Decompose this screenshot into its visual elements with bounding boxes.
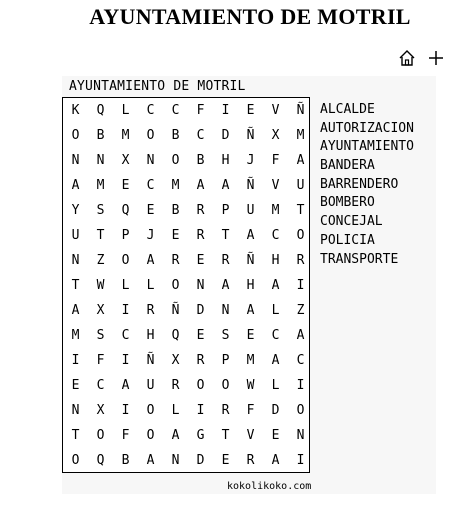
grid-cell[interactable]: E: [246, 103, 255, 118]
grid-cell[interactable]: H: [246, 278, 255, 293]
grid-cell[interactable]: A: [296, 328, 305, 343]
grid-cell[interactable]: O: [196, 378, 205, 393]
grid-cell[interactable]: D: [196, 303, 205, 318]
grid-cell[interactable]: N: [171, 453, 180, 468]
grid-cell[interactable]: A: [221, 178, 230, 193]
grid-cell[interactable]: R: [221, 403, 230, 418]
grid-cell[interactable]: R: [146, 303, 155, 318]
grid-cell[interactable]: R: [171, 378, 180, 393]
grid-cell[interactable]: E: [146, 203, 155, 218]
grid-cell[interactable]: T: [96, 228, 105, 243]
puzzle-title: AYUNTAMIENTO DE MOTRIL: [69, 79, 246, 94]
grid-cell[interactable]: I: [221, 103, 230, 118]
grid-cell[interactable]: L: [271, 378, 280, 393]
grid-cell[interactable]: Q: [171, 328, 180, 343]
grid-cell[interactable]: A: [196, 178, 205, 193]
grid-cell[interactable]: N: [146, 153, 155, 168]
grid-cell[interactable]: C: [146, 178, 155, 193]
grid-cell[interactable]: L: [171, 403, 180, 418]
grid-cell[interactable]: C: [146, 103, 155, 118]
grid-cell[interactable]: U: [71, 228, 80, 243]
grid-cell[interactable]: K: [71, 103, 80, 118]
grid-cell[interactable]: R: [196, 228, 205, 243]
grid-cell[interactable]: F: [121, 428, 130, 443]
grid-cell[interactable]: I: [121, 403, 130, 418]
grid-cell[interactable]: U: [296, 178, 305, 193]
grid-cell[interactable]: N: [71, 403, 80, 418]
word-list-item: CONCEJAL: [320, 214, 383, 230]
grid-cell[interactable]: R: [296, 253, 305, 268]
grid-cell[interactable]: B: [196, 153, 205, 168]
grid-cell[interactable]: O: [296, 228, 305, 243]
grid-cell[interactable]: M: [171, 178, 180, 193]
grid-cell[interactable]: C: [121, 328, 130, 343]
grid-cell[interactable]: Q: [96, 103, 105, 118]
grid-cell[interactable]: A: [271, 278, 280, 293]
grid-cell[interactable]: Ñ: [296, 103, 305, 118]
grid-cell[interactable]: N: [71, 253, 80, 268]
grid-cell[interactable]: X: [271, 128, 280, 143]
grid-cell[interactable]: T: [71, 278, 80, 293]
grid-cell[interactable]: S: [96, 328, 105, 343]
grid-cell[interactable]: U: [246, 203, 255, 218]
grid-cell[interactable]: I: [71, 353, 80, 368]
grid-cell[interactable]: A: [146, 253, 155, 268]
grid-cell[interactable]: N: [96, 153, 105, 168]
grid-cell[interactable]: Ñ: [246, 253, 255, 268]
word-list-item: TRANSPORTE: [320, 251, 399, 267]
grid-cell[interactable]: R: [221, 253, 230, 268]
grid-cell[interactable]: E: [221, 453, 230, 468]
grid-cell[interactable]: J: [146, 228, 155, 243]
grid-cell[interactable]: E: [171, 228, 180, 243]
grid-cell[interactable]: B: [171, 128, 180, 143]
grid-cell[interactable]: I: [121, 353, 130, 368]
grid-cell[interactable]: H: [221, 153, 230, 168]
grid-cell[interactable]: H: [271, 253, 280, 268]
grid-cell[interactable]: A: [171, 428, 180, 443]
grid-cell[interactable]: A: [221, 278, 230, 293]
grid-cell[interactable]: B: [171, 203, 180, 218]
grid-cell[interactable]: F: [271, 153, 280, 168]
grid-cell[interactable]: S: [221, 328, 230, 343]
letter-grid: [62, 97, 310, 473]
grid-cell[interactable]: C: [196, 128, 205, 143]
grid-cell[interactable]: R: [196, 203, 205, 218]
grid-cell[interactable]: D: [196, 453, 205, 468]
grid-cell[interactable]: C: [171, 103, 180, 118]
grid-cell[interactable]: X: [96, 403, 105, 418]
grid-cell[interactable]: T: [296, 203, 305, 218]
word-list-item: POLICIA: [320, 232, 375, 248]
grid-cell[interactable]: O: [221, 378, 230, 393]
word-list-item: AYUNTAMIENTO: [320, 139, 414, 155]
grid-cell[interactable]: A: [71, 303, 80, 318]
grid-cell[interactable]: M: [296, 128, 305, 143]
page-title: AYUNTAMIENTO DE MOTRIL: [89, 4, 411, 29]
grid-cell[interactable]: E: [196, 253, 205, 268]
credit-link[interactable]: kokolikoko.com: [227, 481, 312, 492]
grid-cell[interactable]: L: [271, 303, 280, 318]
grid-cell[interactable]: N: [221, 303, 230, 318]
grid-cell[interactable]: D: [271, 403, 280, 418]
word-list: [320, 101, 414, 269]
grid-cell[interactable]: A: [121, 378, 130, 393]
grid-cell[interactable]: A: [246, 303, 255, 318]
grid-cell[interactable]: A: [71, 178, 80, 193]
grid-cell[interactable]: N: [196, 278, 205, 293]
grid-cell[interactable]: X: [171, 353, 180, 368]
grid-cell[interactable]: G: [196, 428, 205, 443]
grid-cell[interactable]: O: [146, 428, 155, 443]
grid-cell[interactable]: Z: [96, 253, 105, 268]
grid-cell[interactable]: O: [171, 278, 180, 293]
grid-cell[interactable]: I: [296, 278, 305, 293]
word-list-item: BOMBERO: [320, 195, 375, 211]
grid-cell[interactable]: O: [146, 403, 155, 418]
grid-cell[interactable]: I: [296, 378, 305, 393]
grid-cell[interactable]: V: [271, 178, 280, 193]
grid-cell[interactable]: E: [71, 378, 80, 393]
grid-cell[interactable]: Ñ: [246, 178, 255, 193]
grid-cell[interactable]: A: [296, 153, 305, 168]
grid-cell[interactable]: C: [96, 378, 105, 393]
grid-cell[interactable]: F: [96, 353, 105, 368]
grid-cell[interactable]: E: [246, 328, 255, 343]
grid-cell[interactable]: N: [296, 428, 305, 443]
grid-cell[interactable]: Z: [296, 303, 305, 318]
word-list-item: BANDERA: [320, 158, 375, 174]
grid-cell[interactable]: Ñ: [246, 128, 255, 143]
grid-cell[interactable]: T: [221, 228, 230, 243]
grid-cell[interactable]: M: [121, 128, 130, 143]
grid-cell[interactable]: F: [196, 103, 205, 118]
grid-cell[interactable]: P: [221, 353, 230, 368]
grid-cell[interactable]: T: [71, 428, 80, 443]
grid-cell[interactable]: Ñ: [171, 303, 180, 318]
grid-cell[interactable]: Q: [121, 203, 130, 218]
grid-cell[interactable]: J: [246, 153, 255, 168]
plus-icon[interactable]: [427, 49, 445, 67]
grid-cell[interactable]: C: [296, 353, 305, 368]
grid-cell[interactable]: I: [196, 403, 205, 418]
grid-cell[interactable]: C: [271, 328, 280, 343]
grid-cell[interactable]: V: [271, 103, 280, 118]
grid-cell[interactable]: O: [121, 253, 130, 268]
grid-cell[interactable]: R: [196, 353, 205, 368]
grid-cell[interactable]: D: [221, 128, 230, 143]
grid-cell[interactable]: O: [71, 453, 80, 468]
grid-cell[interactable]: A: [246, 228, 255, 243]
grid-cell[interactable]: L: [121, 103, 130, 118]
home-icon[interactable]: [398, 49, 416, 67]
grid-cell[interactable]: O: [71, 128, 80, 143]
grid-cell[interactable]: Q: [96, 453, 105, 468]
grid-cell[interactable]: F: [246, 403, 255, 418]
word-list-item: BARRENDERO: [320, 176, 399, 192]
grid-cell[interactable]: P: [221, 203, 230, 218]
grid-cell[interactable]: B: [121, 453, 130, 468]
grid-cell[interactable]: E: [121, 178, 130, 193]
grid-cell[interactable]: A: [271, 353, 280, 368]
grid-cell[interactable]: S: [96, 203, 105, 218]
grid-cell[interactable]: O: [296, 403, 305, 418]
grid-cell[interactable]: U: [146, 378, 155, 393]
grid-cell[interactable]: T: [221, 428, 230, 443]
grid-cell[interactable]: Y: [71, 203, 80, 218]
grid-cell[interactable]: X: [121, 153, 130, 168]
grid-cell[interactable]: C: [271, 228, 280, 243]
grid-cell[interactable]: E: [271, 428, 280, 443]
grid-cell[interactable]: X: [96, 303, 105, 318]
grid-cell[interactable]: B: [96, 128, 105, 143]
grid-cell[interactable]: W: [96, 278, 105, 293]
grid-cell[interactable]: O: [171, 153, 180, 168]
grid-cell[interactable]: A: [271, 453, 280, 468]
grid-cell[interactable]: L: [146, 278, 155, 293]
grid-cell[interactable]: R: [171, 253, 180, 268]
grid-cell[interactable]: R: [246, 453, 255, 468]
word-list-item: AUTORIZACION: [320, 120, 414, 136]
word-list-item: ALCALDE: [320, 102, 375, 117]
grid-cell[interactable]: A: [146, 453, 155, 468]
grid-cell[interactable]: I: [296, 453, 305, 468]
grid-cell[interactable]: M: [96, 178, 105, 193]
grid-cell[interactable]: P: [121, 228, 130, 243]
grid-cell[interactable]: M: [246, 353, 255, 368]
grid-cell[interactable]: O: [96, 428, 105, 443]
grid-cell[interactable]: M: [271, 203, 280, 218]
grid-cell[interactable]: L: [121, 278, 130, 293]
grid-cell[interactable]: Ñ: [146, 353, 155, 368]
grid-cell[interactable]: M: [71, 328, 80, 343]
grid-cell[interactable]: E: [196, 328, 205, 343]
grid-cell[interactable]: H: [146, 328, 155, 343]
grid-cell[interactable]: I: [121, 303, 130, 318]
grid-cell[interactable]: O: [146, 128, 155, 143]
grid-cell[interactable]: W: [246, 378, 255, 393]
grid-cell[interactable]: V: [246, 428, 255, 443]
grid-cell[interactable]: N: [71, 153, 80, 168]
